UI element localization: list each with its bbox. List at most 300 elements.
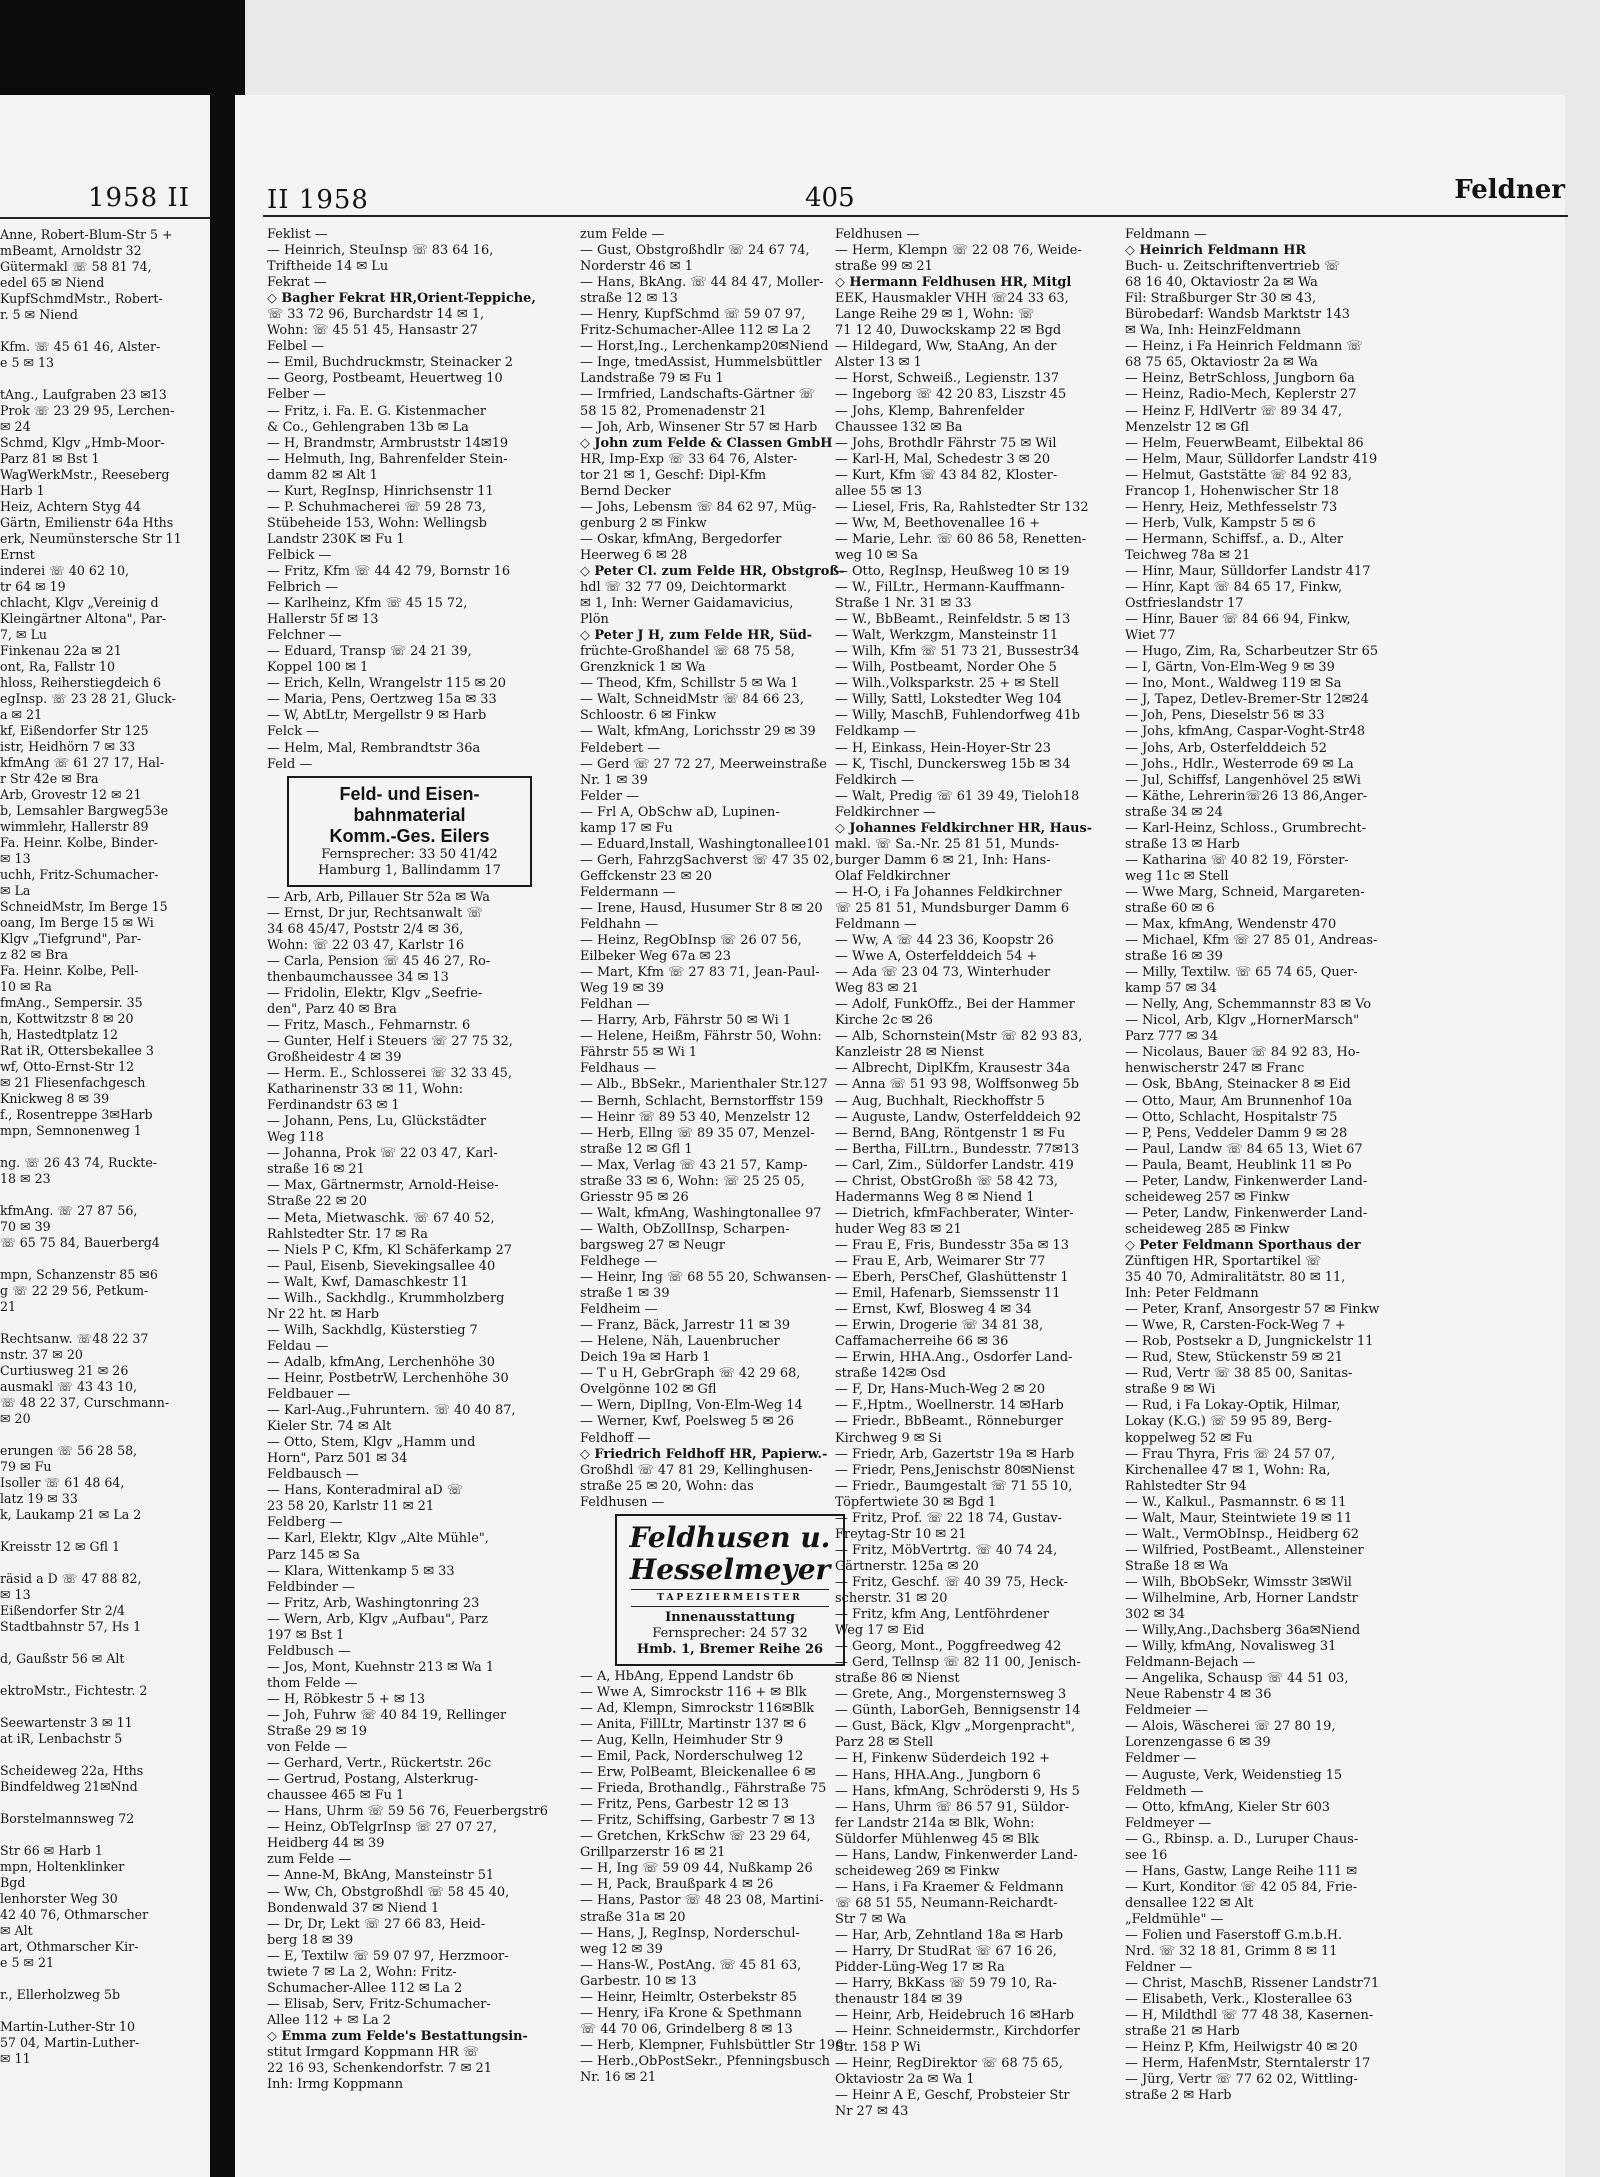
directory-line: Feldebert —: [580, 740, 661, 756]
directory-line: — Eberh, PersChef, Glashüttenstr 1: [835, 1270, 1069, 1286]
directory-line: — Paul, Eisenb, Sievekingsallee 40: [267, 1258, 496, 1274]
directory-line: makl. ☏ Sa.-Nr. 25 81 51, Munds-: [835, 836, 1060, 852]
directory-line: Feldhusen —: [580, 1494, 665, 1510]
directory-line: Fährstr 55 ✉ Wi 1: [580, 1045, 698, 1061]
directory-line: Kieler Str. 74 ✉ Alt: [267, 1419, 392, 1435]
directory-line: — Hinr, Kapt ☏ 84 65 17, Finkw,: [1125, 580, 1343, 596]
directory-line: thenbaumchaussee 34 ✉ 13: [267, 969, 449, 985]
directory-line: — Dietrich, kfmFachberater, Winter-: [835, 1205, 1074, 1221]
directory-line: — Emil, Buchdruckmstr, Steinacker 2: [267, 355, 513, 371]
directory-line: ◇ Emma zum Felde's Bestattungsin-: [267, 2028, 528, 2044]
directory-line: — Folien und Faserstoff G.m.b.H.: [1125, 1927, 1343, 1943]
directory-line: ✉ Alt: [0, 1923, 33, 1938]
directory-line: — Grete, Ang., Morgensternsweg 3: [835, 1687, 1067, 1703]
directory-line: — Max, Verlag ☏ 43 21 57, Kamp-: [580, 1157, 808, 1173]
directory-line: ☏ 25 81 51, Mundsburger Damm 6: [835, 900, 1070, 916]
ad-address: Hmb. 1, Bremer Reihe 26: [636, 1641, 824, 1657]
directory-line: tr 64 ✉ 19: [0, 579, 66, 594]
directory-line: straße 16 ✉ 39: [1125, 949, 1223, 965]
directory-line: — Hans, HHA.Ang., Jungborn 6: [835, 1767, 1041, 1783]
directory-line: — Aug, Buchhalt, Rieckhoffstr 5: [835, 1093, 1045, 1109]
directory-line: scheideweg 257 ✉ Finkw: [1125, 1189, 1290, 1205]
directory-line: — J, Tapez, Detlev-Bremer-Str 12✉24: [1125, 692, 1369, 708]
directory-line: ☏ 68 51 55, Neumann-Reichardt-: [835, 1895, 1058, 1911]
directory-line: — Johann, Pens, Lu, Glückstädter: [267, 1114, 487, 1130]
directory-line: Stübeheide 153, Wohn: Wellingsb: [267, 515, 487, 531]
directory-line: edel 65 ✉ Niend: [0, 275, 105, 290]
directory-line: Grenzknick 1 ✉ Wa: [580, 660, 706, 676]
directory-line: [0, 1827, 208, 1843]
directory-line: — Johs, Brothdlr Fährstr 75 ✉ Wil: [835, 435, 1057, 451]
directory-line: Anne, Robert-Blum-Str 5 +: [0, 227, 173, 242]
directory-line: — Frau E, Arb, Weimarer Str 77: [835, 1254, 1046, 1269]
directory-line: Fekrat —: [267, 275, 327, 291]
directory-line: — Paula, Beamt, Heublink 11 ✉ Po: [1125, 1157, 1352, 1173]
directory-line: Stadtbahnstr 57, Hs 1: [0, 1619, 142, 1634]
directory-line: Kirchenallee 47 ✉ 1, Wohn: Ra,: [1125, 1462, 1331, 1478]
directory-line: 35 40 70, Admiralitätstr. 80 ✉ 11,: [1125, 1270, 1346, 1286]
directory-line: henwischerstr 247 ✉ Franc: [1125, 1061, 1305, 1077]
directory-line: [0, 1971, 208, 1987]
directory-line: k, Laukamp 21 ✉ La 2: [0, 1507, 142, 1522]
directory-line: Felber —: [267, 387, 327, 403]
directory-line: — Fritz, i. Fa. E. G. Kistenmacher: [267, 403, 486, 419]
directory-line: Weg 17 ✉ Eid: [835, 1623, 925, 1639]
directory-line: thenaustr 184 ✉ 39: [835, 1992, 963, 2008]
directory-line: tAng., Laufgraben 23 ✉13: [0, 387, 167, 402]
directory-line: ◇ Peter Cl. zum Felde HR, Obstgroß-: [580, 563, 845, 579]
directory-line: straße 86 ✉ Nienst: [835, 1671, 960, 1687]
directory-line: [0, 1795, 208, 1811]
directory-line: mBeamt, Arnoldstr 32: [0, 243, 142, 258]
directory-line: — Georg, Mont., Poggfreedweg 42: [835, 1639, 1062, 1655]
directory-line: — Friedr., Baumgestalt ☏ 71 55 10,: [835, 1478, 1073, 1494]
directory-line: Feldhan —: [580, 997, 650, 1013]
directory-line: 22 16 93, Schenkendorfstr. 7 ✉ 21: [267, 2061, 492, 2077]
directory-line: [0, 1699, 208, 1715]
directory-line: — Frl A, ObSchw aD, Lupinen-: [580, 804, 780, 820]
directory-line: Feldbinder —: [267, 1579, 355, 1595]
directory-line: — Günth, LaborGeh, Bennigsenstr 14: [835, 1703, 1081, 1719]
directory-line: 68 75 65, Oktaviostr 2a ✉ Wa: [1125, 355, 1318, 371]
directory-line: — Heinz, Radio-Mech, Keplerstr 27: [1125, 387, 1357, 403]
directory-line: — Rud, Stew, Stückenstr 59 ✉ 21: [1125, 1350, 1343, 1366]
directory-line: Landstr 230K ✉ Fu 1: [267, 531, 405, 547]
directory-line: straße 60 ✉ 6: [1125, 900, 1215, 916]
directory-line: — Hans, Uhrm ☏ 86 57 91, Süldor-: [835, 1799, 1070, 1815]
directory-line: Alster 13 ✉ 1: [835, 355, 922, 371]
directory-line: — Walt, kfmAng, Washingtonallee 97: [580, 1205, 822, 1221]
directory-line: Süldorfer Mühlenweg 45 ✉ Blk: [835, 1831, 1039, 1847]
directory-line: Ostfrieslandstr 17: [1125, 596, 1244, 612]
directory-line: — Bertha, FilLtrn., Bundesstr. 77✉13: [835, 1141, 1080, 1157]
directory-line: — Wilh, Sackhdlg, Küsterstieg 7: [267, 1322, 478, 1338]
directory-line: straße 16 ✉ 21: [267, 1162, 365, 1178]
directory-line: — Horst, Schweiß., Legienstr. 137: [835, 371, 1060, 387]
directory-line: — Wilh.,Volksparkstr. 25 + ✉ Stell: [835, 676, 1060, 692]
directory-line: Francop 1, Hohenwischer Str 18: [1125, 483, 1339, 499]
directory-line: huder Weg 83 ✉ 21: [835, 1221, 962, 1237]
directory-line: — A, HbAng, Eppend Landstr 6b: [580, 1668, 794, 1684]
column-1-entries-top: [267, 227, 567, 773]
directory-line: [0, 1315, 208, 1331]
directory-line: — Fritz, Arb, Washingtonring 23: [267, 1595, 480, 1611]
directory-line: — Heinr, Arb, Heidebruch 16 ✉Harb: [835, 2008, 1074, 2024]
directory-line: ✉ 13: [0, 851, 31, 866]
directory-line: Hadermanns Weg 8 ✉ Niend 1: [835, 1189, 1035, 1205]
directory-line: — Theod, Kfm, Schillstr 5 ✉ Wa 1: [580, 676, 799, 692]
directory-line: n, Kottwitzstr 8 ✉ 20: [0, 1011, 134, 1026]
directory-line: istr, Heidhörn 7 ✉ 33: [0, 739, 136, 754]
directory-line: mpn, Holtenklinker: [0, 1859, 125, 1874]
directory-line: — Heinz P, Kfm, Heilwigstr 40 ✉ 20: [1125, 2040, 1358, 2056]
directory-line: — I, Gärtn, Von-Elm-Weg 9 ✉ 39: [1125, 660, 1335, 676]
directory-line: — Johs, Lebensm ☏ 84 62 97, Müg-: [580, 499, 817, 515]
directory-line: — Hans-W., PostAng. ☏ 45 81 63,: [580, 1957, 802, 1973]
directory-line: 58 15 82, Promenadenstr 21: [580, 403, 767, 419]
directory-line: — Franz, Bäck, Jarrestr 11 ✉ 39: [580, 1318, 791, 1334]
directory-line: — Emil, Pack, Norderschulweg 12: [580, 1749, 804, 1765]
directory-line: Rechtsanw. ☏48 22 37: [0, 1331, 149, 1346]
directory-line: — Gust, Bäck, Klgv „Morgenpracht",: [835, 1719, 1076, 1735]
directory-line: — Arb, Arb, Pillauer Str 52a ✉ Wa: [267, 889, 490, 905]
directory-line: 68 16 40, Oktaviostr 2a ✉ Wa: [1125, 275, 1318, 291]
directory-line: — Herb, Klempner, Fuhlsbüttler Str 196: [580, 2037, 844, 2053]
directory-line: — Erwin, Drogerie ☏ 34 81 38,: [835, 1318, 1044, 1334]
directory-line: — Ingeborg ☏ 42 20 83, Liszstr 45: [835, 387, 1067, 403]
directory-line: Felbrich —: [267, 580, 339, 596]
directory-line: Seewartenstr 3 ✉ 11: [0, 1715, 133, 1730]
directory-line: — Ernst, Kwf, Blosweg 4 ✉ 34: [835, 1302, 1032, 1318]
directory-line: Olaf Feldkirchner: [835, 868, 951, 884]
directory-line: — Walt, Predig ☏ 61 39 49, Tieloh18: [835, 788, 1080, 804]
directory-line: genburg 2 ✉ Finkw: [580, 515, 707, 531]
directory-line: — Liesel, Fris, Ra, Rahlstedter Str 132: [835, 499, 1089, 515]
directory-line: ✉ 13: [0, 1587, 31, 1602]
directory-line: 7, ✉ Lu: [0, 627, 48, 642]
directory-line: — Kurt, Konditor ☏ 42 05 84, Frie-: [1125, 1879, 1358, 1895]
directory-line: [0, 1667, 208, 1683]
directory-line: — Hans, kfmAng, Schrödersti 9, Hs 5: [835, 1783, 1080, 1799]
directory-line: Heerweg 6 ✉ 28: [580, 547, 688, 563]
directory-line: — Joh, Pens, Dieselstr 56 ✉ 33: [1125, 708, 1325, 724]
directory-line: den", Parz 40 ✉ Bra: [267, 1001, 397, 1017]
directory-line: Landstraße 79 ✉ Fu 1: [580, 371, 724, 387]
directory-line: ◇ Bagher Fekrat HR,Orient-Teppiche,: [267, 291, 536, 307]
directory-column-1: [267, 227, 567, 2093]
directory-line: — Wwe Marg, Schneid, Margareten-: [1125, 884, 1365, 900]
directory-line: — Käthe, Lehrerin☏26 13 86,Anger-: [1125, 788, 1368, 804]
directory-line: ✉ 24: [0, 419, 31, 434]
directory-line: Fil: Straßburger Str 30 ✉ 43,: [1125, 291, 1317, 307]
directory-line: — Jos, Mont, Kuehnstr 213 ✉ Wa 1: [267, 1659, 495, 1675]
ad-line: Komm.-Ges. Eilers: [329, 825, 490, 846]
directory-line: — Otto, Maur, Am Brunnenhof 10a: [1125, 1093, 1353, 1109]
directory-line: — Wern, Arb, Klgv „Aufbau", Parz: [267, 1611, 488, 1627]
directory-line: latz 19 ✉ 33: [0, 1491, 78, 1506]
directory-line: 79 ✉ Fu: [0, 1459, 52, 1474]
directory-line: ✉ La: [0, 883, 31, 898]
directory-line: — Helm, Mal, Rembrandtstr 36a: [267, 740, 481, 756]
directory-line: — Friedr., BbBeamt., Rönneburger: [835, 1414, 1063, 1430]
directory-line: Teichweg 78a ✉ 21: [1125, 547, 1251, 563]
directory-line: — Jürg, Vertr ☏ 77 62 02, Wittling-: [1125, 2072, 1358, 2088]
directory-line: 23 58 20, Karlstr 11 ✉ 21: [267, 1499, 435, 1515]
directory-line: Chaussee 132 ✉ Ba: [835, 419, 963, 435]
directory-line: b, Lemsahler Bargweg53e: [0, 803, 169, 818]
directory-line: Schloostr. 6 ✉ Finkw: [580, 708, 717, 724]
directory-line: — Carla, Pension ☏ 45 46 27, Ro-: [267, 953, 491, 969]
directory-line: Bernd Decker: [580, 483, 671, 499]
directory-line: — Walt, Werkzgm, Mansteinstr 11: [835, 628, 1059, 644]
directory-line: — Fritz, Geschf. ☏ 40 39 75, Heck-: [835, 1574, 1068, 1590]
directory-line: — Hans, J, RegInsp, Norderschul-: [580, 1925, 800, 1941]
directory-line: allee 55 ✉ 13: [835, 483, 923, 499]
directory-line: Feldbausch —: [267, 1467, 359, 1483]
directory-line: — Wwe, R, Carsten-Fock-Weg 7 +: [1125, 1318, 1346, 1334]
directory-line: — F.,Hptm., Woellnerstr. 14 ✉Harb: [835, 1398, 1064, 1414]
directory-line: — Gretchen, KrkSchw ☏ 23 29 64,: [580, 1829, 811, 1845]
directory-line: Gärtnerstr. 125a ✉ 20: [835, 1558, 979, 1574]
directory-line: Weg 118: [267, 1130, 324, 1146]
directory-line: — Peter, Kranf, Ansorgestr 57 ✉ Finkw: [1125, 1302, 1380, 1318]
directory-line: — H, Brandmstr, Armbruststr 14✉19: [267, 435, 509, 451]
directory-line: — Johs, Arb, Osterfelddeich 52: [1125, 740, 1327, 756]
directory-line: — Fritz, Kfm ☏ 44 42 79, Bornstr 16: [267, 563, 511, 579]
directory-line: [0, 1251, 208, 1267]
directory-line: — Maria, Pens, Oertzweg 15a ✉ 33: [267, 692, 497, 708]
directory-line: — Heinr, Heimltr, Osterbekstr 85: [580, 1989, 797, 2005]
directory-line: zum Felde —: [580, 227, 665, 242]
directory-line: Lange Reihe 29 ✉ 1, Wohn: ☏: [835, 307, 1035, 323]
directory-line: at iR, Lenbachstr 5: [0, 1731, 123, 1746]
directory-line: bargsweg 27 ✉ Neugr: [580, 1237, 726, 1253]
directory-line: — Wilh, Postbeamt, Norder Ohe 5: [835, 660, 1057, 676]
directory-line: 42 40 76, Othmarscher: [0, 1907, 149, 1922]
directory-line: fer Landstr 214a ✉ Blk, Wohn:: [835, 1815, 1035, 1831]
directory-line: Menzelstr 12 ✉ Gfl: [1125, 419, 1250, 435]
directory-line: — H-O, i Fa Johannes Feldkirchner: [835, 884, 1062, 900]
directory-line: — Hildegard, Ww, StaAng, An der: [835, 339, 1057, 355]
directory-line: — Wern, DiplIng, Von-Elm-Weg 14: [580, 1398, 803, 1414]
directory-line: — Heinz, BetrSchloss, Jungborn 6a: [1125, 371, 1355, 387]
directory-line: — Klara, Wittenkamp 5 ✉ 33: [267, 1563, 455, 1579]
directory-line: Schumacher-Allee 112 ✉ La 2: [267, 1980, 463, 1996]
directory-line: [0, 1523, 208, 1539]
directory-line: Kirchweg 9 ✉ Si: [835, 1430, 942, 1446]
directory-line: Wohn: ☏ 22 03 47, Karlstr 16: [267, 937, 465, 953]
directory-line: — T u H, GebrGraph ☏ 42 29 68,: [580, 1366, 801, 1382]
directory-line: Allee 112 + ✉ La 2: [267, 2012, 391, 2028]
directory-line: [0, 2003, 208, 2019]
directory-line: — Helene, Heißm, Fährstr 50, Wohn:: [580, 1029, 822, 1045]
directory-line: Horn", Parz 501 ✉ 34: [267, 1451, 408, 1467]
directory-line: ✉ 20: [0, 1411, 31, 1426]
directory-line: — Karl, Elektr, Klgv „Alte Mühle",: [267, 1531, 489, 1547]
directory-line: Großhdl ☏ 47 81 29, Kellinghusen-: [580, 1462, 813, 1478]
directory-line: scherstr. 31 ✉ 20: [835, 1590, 948, 1606]
directory-line: — Otto, Stem, Klgv „Hamm und: [267, 1435, 476, 1451]
directory-line: — Hans, Konteradmiral aD ☏: [267, 1483, 463, 1499]
directory-line: z 82 ✉ Bra: [0, 947, 69, 962]
directory-line: wimmlehr, Hallerstr 89: [0, 819, 149, 834]
directory-line: — Fritz, Masch., Fehmarnstr. 6: [267, 1017, 471, 1033]
directory-line: straße 25 ✉ 20, Wohn: das: [580, 1478, 754, 1494]
directory-line: ☏ 65 75 84, Bauerberg4: [0, 1235, 160, 1250]
directory-line: Knickweg 8 ✉ 39: [0, 1091, 110, 1106]
directory-line: — W., Kalkul., Pasmannstr. 6 ✉ 11: [1125, 1494, 1347, 1510]
directory-line: — Karlheinz, Kfm ☏ 45 15 72,: [267, 596, 468, 612]
directory-line: [0, 1187, 208, 1203]
directory-line: [0, 1747, 208, 1763]
directory-line: Garbestr. 10 ✉ 13: [580, 1973, 697, 1989]
directory-line: — Hans, i Fa Kraemer & Feldmann: [835, 1879, 1064, 1895]
directory-line: berg 18 ✉ 39: [267, 1932, 354, 1948]
directory-line: — Willy,Ang.,Dachsberg 36a✉Niend: [1125, 1623, 1361, 1639]
directory-line: Parz 28 ✉ Stell: [835, 1735, 934, 1751]
directory-line: mpn, Semnonenweg 1: [0, 1123, 142, 1138]
directory-line: 34 68 45/47, Poststr 2/4 ✉ 36,: [267, 921, 464, 937]
running-head-name: Feldner: [1454, 175, 1565, 205]
directory-line: — H, Finkenw Süderdeich 192 +: [835, 1751, 1050, 1767]
directory-line: — Joh, Arb, Winsener Str 57 ✉ Harb: [580, 419, 818, 435]
directory-line: — Meta, Mietwaschk. ☏ 67 40 52,: [267, 1210, 495, 1226]
directory-line: straße 1 ✉ 39: [580, 1286, 670, 1302]
directory-line: Katharinenstr 33 ✉ 11, Wohn:: [267, 1082, 464, 1098]
directory-line: straße 31a ✉ 20: [580, 1909, 686, 1925]
directory-line: — Henry, KupfSchmd ☏ 59 07 97,: [580, 307, 806, 323]
directory-line: — Jul, Schiffsf, Langenhövel 25 ✉Wi: [1125, 772, 1361, 788]
directory-line: — Auguste, Verk, Weidenstieg 15: [1125, 1767, 1343, 1783]
directory-line: Arb, Grovestr 12 ✉ 21: [0, 787, 142, 802]
directory-line: räsid a D ☏ 47 88 82,: [0, 1571, 142, 1586]
directory-line: straße 99 ✉ 21: [835, 259, 933, 275]
directory-line: — Harry, Arb, Fährstr 50 ✉ Wi 1: [580, 1013, 792, 1029]
directory-line: — Horst,Ing., Lerchenkamp20✉Niend: [580, 339, 829, 355]
directory-line: — Heinz, ObTelgrInsp ☏ 27 07 27,: [267, 1820, 497, 1836]
directory-line: — Katharina ☏ 40 82 19, Förster-: [1125, 852, 1349, 868]
directory-line: — Hermann, Schiffsf., a. D., Alter: [1125, 531, 1344, 547]
directory-line: Kleingärtner Altona", Par-: [0, 611, 167, 626]
directory-line: Gütermakl ☏ 58 81 74,: [0, 259, 152, 274]
directory-line: — Alb, Schornstein(Mstr ☏ 82 93 83,: [835, 1029, 1083, 1045]
directory-line: — Otto, Schlacht, Hospitalstr 75: [1125, 1109, 1338, 1125]
directory-line: — Max, Gärtnermstr, Arnold-Heise-: [267, 1178, 499, 1194]
directory-line: Straße 29 ✉ 19: [267, 1724, 367, 1740]
directory-line: Feldmeth —: [1125, 1783, 1204, 1799]
directory-line: 302 ✉ 34: [1125, 1607, 1186, 1623]
directory-line: — Eduard,Install, Washingtonallee101: [580, 836, 831, 852]
directory-line: Str. 158 P Wi: [835, 2040, 921, 2056]
directory-line: — Frau E, Fris, Bundesstr 35a ✉ 13: [835, 1237, 1069, 1253]
directory-line: ◇ Johannes Feldkirchner HR, Haus-: [835, 820, 1093, 836]
directory-line: f., Rosentreppe 3✉Harb: [0, 1107, 153, 1122]
left-page: [0, 95, 210, 2177]
directory-line: — G., Rbinsp. a. D., Luruper Chaus-: [1125, 1831, 1359, 1847]
advertisement-feldhusen-hesselmeyer: [615, 1514, 845, 1666]
directory-line: Parz 145 ✉ Sa: [267, 1547, 360, 1563]
directory-line: — Aug, Kelln, Heimhuder Str 9: [580, 1732, 784, 1748]
directory-line: Feldkamp —: [835, 724, 917, 740]
directory-line: ◇ John zum Felde & Classen GmbH: [580, 435, 833, 451]
directory-line: — Wilh., Sackhdlg., Krummholzberg: [267, 1290, 505, 1306]
directory-line: 197 ✉ Bst 1: [267, 1627, 345, 1643]
directory-line: Töpfertwiete 30 ✉ Bgd 1: [835, 1494, 997, 1510]
directory-line: — Rud, i Fa Lokay-Optik, Hilmar,: [1125, 1398, 1341, 1414]
directory-line: Feldkirchner —: [835, 804, 936, 820]
directory-line: — Gust, Obstgroßhdlr ☏ 24 67 74,: [580, 243, 810, 259]
directory-line: straße 2 ✉ Harb: [1125, 2088, 1232, 2104]
directory-line: — Peter, Landw, Finkenwerder Land-: [1125, 1205, 1368, 1221]
directory-line: — Heinz, i Fa Heinrich Feldmann ☏: [1125, 339, 1363, 355]
directory-line: burger Damm 6 ✉ 21, Inh: Hans-: [835, 852, 1051, 868]
directory-line: — H, Pack, Braußpark 4 ✉ 26: [580, 1877, 774, 1893]
directory-line: Feldmeier —: [1125, 1703, 1208, 1719]
directory-line: Rat iR, Ottersbekallee 3: [0, 1043, 154, 1058]
directory-line: zum Felde —: [267, 1852, 352, 1868]
directory-line: Lokay (K.G.) ☏ 59 95 89, Berg-: [1125, 1414, 1332, 1430]
directory-line: — K, Tischl, Dunckersweg 15b ✉ 34: [835, 756, 1071, 772]
directory-line: — Heinr A E, Geschf, Probsteier Str: [835, 2088, 1070, 2104]
directory-line: Feldmann-Bejach —: [1125, 1655, 1256, 1671]
directory-line: Fa. Heinr. Kolbe, Pell-: [0, 963, 139, 978]
header-rule: [263, 215, 1568, 217]
directory-line: Felder —: [580, 788, 640, 804]
directory-line: — Carl, Zim., Süldorfer Landstr. 419: [835, 1157, 1074, 1173]
directory-line: Prok ☏ 23 29 95, Lerchen-: [0, 403, 175, 418]
directory-line: weg 11c ✉ Stell: [1125, 868, 1229, 884]
directory-line: weg 12 ✉ 39: [580, 1941, 663, 1957]
directory-line: — Fritz, Prof. ☏ 22 18 74, Gustav-: [835, 1510, 1063, 1526]
column-1-entries-bottom: [267, 890, 567, 2094]
directory-line: lenhorster Weg 30: [0, 1891, 118, 1906]
directory-line: — Joh, Fuhrw ☏ 40 84 19, Rellinger: [267, 1707, 507, 1723]
directory-line: — Hans, BkAng. ☏ 44 84 47, Moller-: [580, 275, 824, 291]
directory-line: — W., FilLtr., Hermann-Kauffmann-: [835, 580, 1065, 596]
directory-line: KupfSchmdMstr., Robert-: [0, 291, 163, 306]
directory-line: — P. Schuhmacherei ☏ 59 28 73,: [267, 499, 486, 515]
directory-line: — Ino, Mont., Waldweg 119 ✉ Sa: [1125, 676, 1342, 692]
directory-line: Eißendorfer Str 2/4: [0, 1603, 125, 1618]
directory-line: — Alb., BbSekr., Marienthaler Str.127: [580, 1077, 828, 1093]
directory-line: — Heinrich, SteuInsp ☏ 83 64 16,: [267, 243, 494, 259]
directory-line: e 5 ✉ 13: [0, 355, 55, 370]
directory-line: — Michael, Kfm ☏ 27 85 01, Andreas-: [1125, 933, 1378, 949]
directory-line: inderei ☏ 40 62 10,: [0, 563, 129, 578]
directory-line: — Bernh, Schlacht, Bernstorffstr 159: [580, 1093, 824, 1109]
directory-line: EEK, Hausmakler VHH ☏24 33 63,: [835, 291, 1069, 307]
directory-line: straße 142✉ Osd: [835, 1366, 946, 1382]
directory-line: Feldermann —: [580, 884, 676, 900]
directory-line: scheideweg 269 ✉ Finkw: [835, 1863, 1000, 1879]
directory-line: früchte-Großhandel ☏ 68 75 58,: [580, 644, 795, 660]
directory-line: — Karl-H, Mal, Schedestr 3 ✉ 20: [835, 451, 1051, 467]
directory-line: — Friedr, Pens,Jenischstr 80✉Nienst: [835, 1462, 1075, 1478]
directory-line: — Walt., VermObInsp., Heidberg 62: [1125, 1526, 1359, 1542]
directory-line: — Hugo, Zim, Ra, Scharbeutzer Str 65: [1125, 644, 1379, 660]
directory-line: art, Othmarscher Kir-: [0, 1939, 139, 1954]
directory-line: Finkenau 22a ✉ 21: [0, 643, 122, 658]
directory-line: von Felde —: [267, 1740, 348, 1756]
directory-column-4: [1125, 227, 1425, 2104]
directory-line: Feldmann —: [835, 917, 917, 933]
directory-line: SchneidMstr, Im Berge 15: [0, 899, 168, 914]
directory-line: & Co., Gehlengraben 13b ✉ La: [267, 419, 469, 435]
directory-line: — Fritz, Pens, Garbestr 12 ✉ 13: [580, 1797, 790, 1813]
directory-line: [0, 1139, 208, 1155]
directory-line: Inh: Irmg Koppmann: [267, 2077, 404, 2093]
directory-line: — Herb.,ObPostSekr., Pfenningsbusch: [580, 2053, 830, 2069]
